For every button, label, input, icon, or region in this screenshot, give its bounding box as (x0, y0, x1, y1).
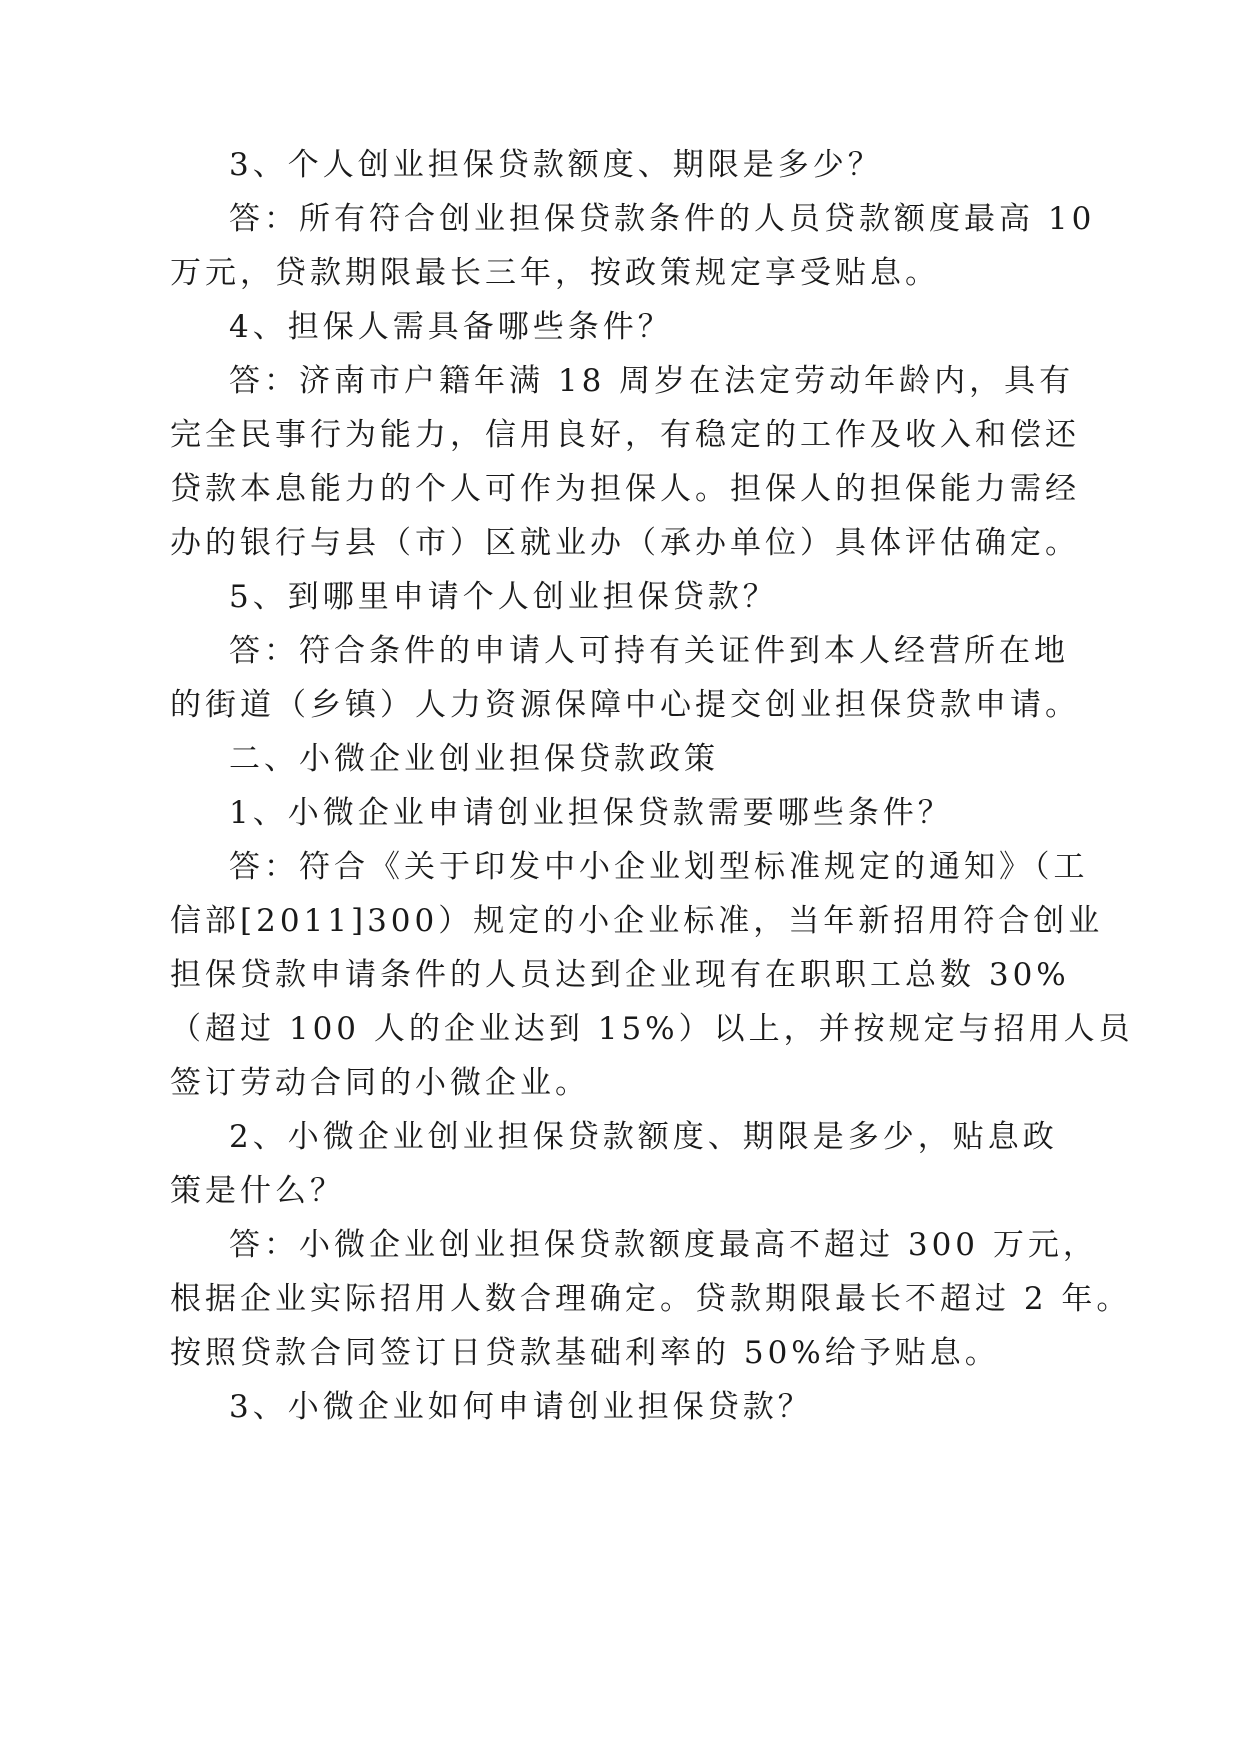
line-text: 答：所有符合创业担保贷款条件的人员贷款额度最高 10 (229, 201, 1096, 237)
answer-line (0, 189, 1241, 249)
line-text: 二、小微企业创业担保贷款政策 (229, 741, 719, 777)
line-text: 3、小微企业如何申请创业担保贷款？ (229, 1389, 813, 1425)
line-text: 根据企业实际招用人数合理确定。贷款期限最长不超过 2 年。 (170, 1281, 1132, 1317)
answer-line (0, 351, 1241, 411)
line-text: 贷款本息能力的个人可作为担保人。担保人的担保能力需经 (170, 471, 1080, 507)
line-text: 办的银行与县（市）区就业办（承办单位）具体评估确定。 (170, 525, 1080, 561)
line-text: 万元，贷款期限最长三年，按政策规定享受贴息。 (170, 255, 940, 291)
answer-line (0, 243, 1241, 303)
line-text: （超过 100 人的企业达到 15%）以上，并按规定与招用人员 (170, 1011, 1134, 1047)
question-line (0, 297, 1241, 357)
question-line (0, 1161, 1241, 1221)
line-text: 策是什么？ (170, 1173, 345, 1209)
question-line (0, 1377, 1241, 1437)
answer-line (0, 1215, 1241, 1275)
line-text: 担保贷款申请条件的人员达到企业现有在职职工总数 30% (170, 957, 1070, 993)
line-text: 答：符合《关于印发中小企业划型标准规定的通知》（工 (229, 849, 1089, 885)
line-text: 答：济南市户籍年满 18 周岁在法定劳动年龄内，具有 (229, 363, 1075, 399)
line-text: 3、个人创业担保贷款额度、期限是多少？ (229, 147, 883, 183)
answer-line (0, 1323, 1241, 1383)
answer-line (0, 999, 1241, 1059)
line-text: 2、小微企业创业担保贷款额度、期限是多少，贴息政 (229, 1119, 1058, 1155)
line-text: 按照贷款合同签订日贷款基础利率的 50%给予贴息。 (170, 1335, 1000, 1371)
section-heading (0, 729, 1241, 789)
question-line (0, 783, 1241, 843)
answer-line (0, 891, 1241, 951)
question-line (0, 567, 1241, 627)
answer-line (0, 513, 1241, 573)
line-text: 的街道（乡镇）人力资源保障中心提交创业担保贷款申请。 (170, 687, 1080, 723)
line-text: 完全民事行为能力，信用良好，有稳定的工作及收入和偿还 (170, 417, 1080, 453)
answer-line (0, 405, 1241, 465)
answer-line (0, 459, 1241, 519)
line-text: 5、到哪里申请个人创业担保贷款？ (229, 579, 778, 615)
line-text: 4、担保人需具备哪些条件？ (229, 309, 673, 345)
answer-line (0, 621, 1241, 681)
line-text: 信部[2011]300）规定的小企业标准，当年新招用符合创业 (170, 903, 1104, 939)
question-line (0, 1107, 1241, 1167)
line-text: 签订劳动合同的小微企业。 (170, 1065, 590, 1101)
answer-line (0, 945, 1241, 1005)
line-text: 1、小微企业申请创业担保贷款需要哪些条件？ (229, 795, 953, 831)
answer-line (0, 1053, 1241, 1113)
question-line (0, 135, 1241, 195)
line-text: 答：小微企业创业担保贷款额度最高不超过 300 万元， (229, 1227, 1098, 1263)
line-text: 答：符合条件的申请人可持有关证件到本人经营所在地 (229, 633, 1069, 669)
answer-line (0, 675, 1241, 735)
answer-line (0, 837, 1241, 897)
answer-line (0, 1269, 1241, 1329)
